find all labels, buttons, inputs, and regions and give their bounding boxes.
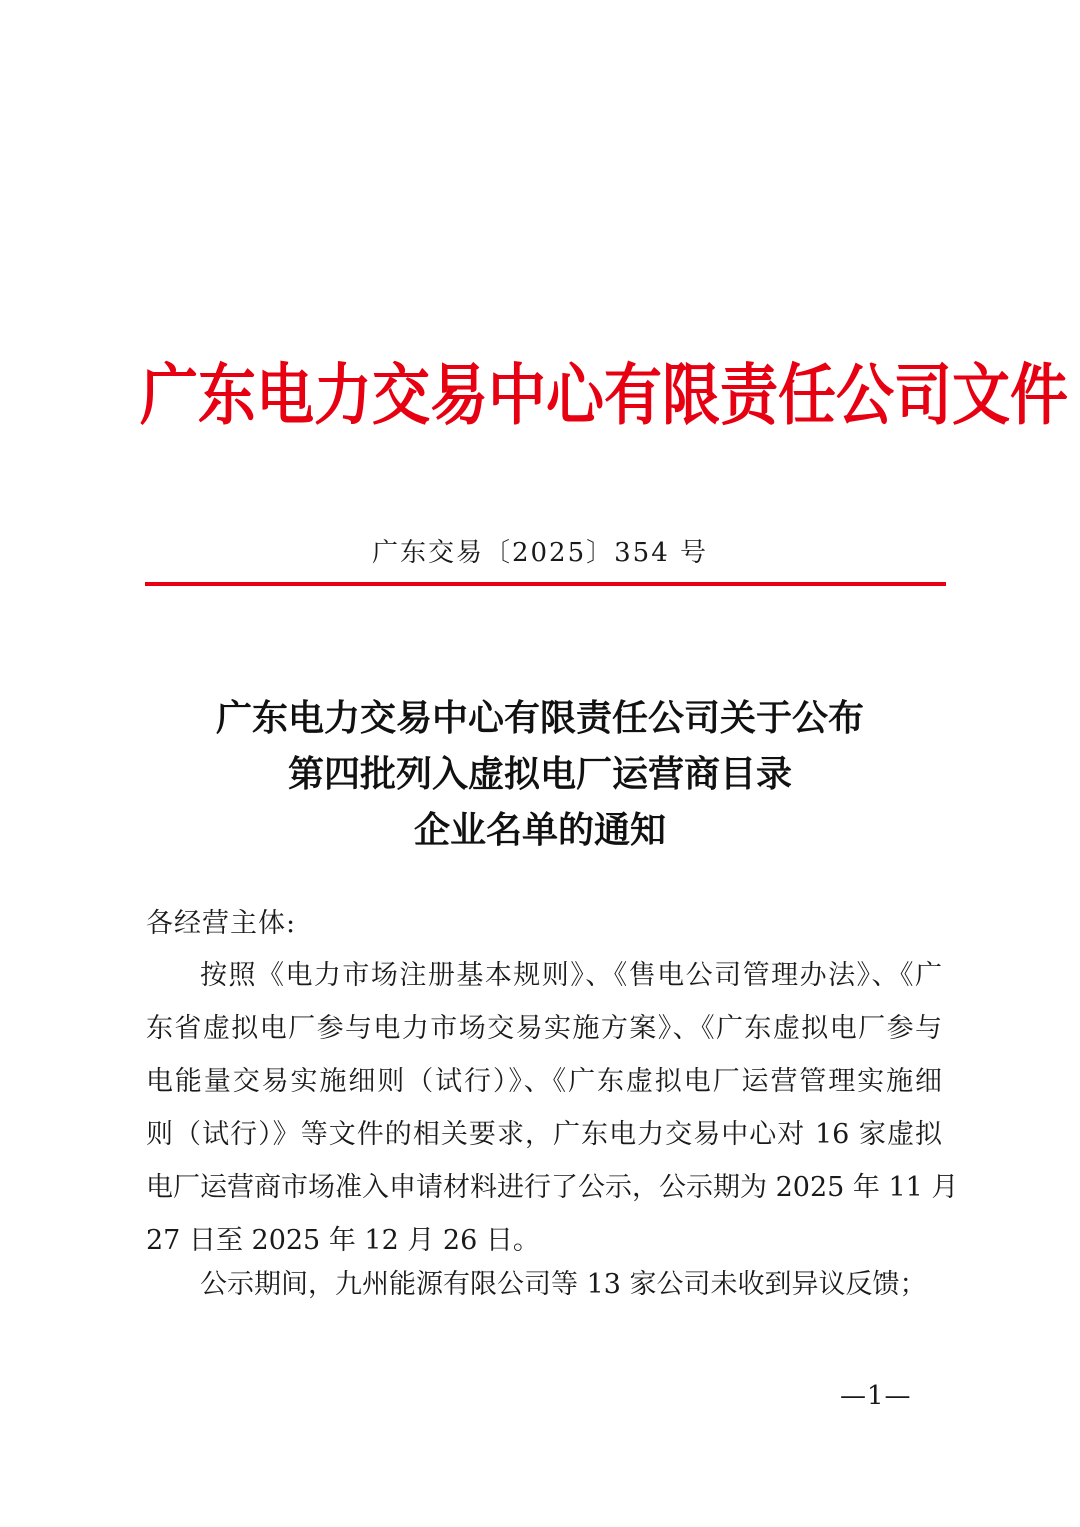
page-number: —1— [840,1381,912,1411]
body-paragraph-1 [146,949,959,1267]
paragraph-line: 按照《电力市场注册基本规则》、《售电公司管理办法》、《广 [200,960,942,991]
masthead-title: 广东电力交易中心有限责任公司文件 [140,355,1069,435]
paragraph-line: 电厂运营商市场准入申请材料进行了公示，公示期为 2025 年 11 月 [146,1172,959,1203]
paragraph-line: 则（试行）》等文件的相关要求，广东电力交易中心对 16 家虚拟 [146,1119,942,1150]
paragraph-line: 电能量交易实施细则（试行）》、《广东虚拟电厂运营管理实施细 [146,1066,942,1097]
body-paragraph-2 [146,1258,942,1311]
document-number: 广东交易〔2025〕354 号 [371,538,709,568]
paragraph-line: 公示期间，九州能源有限公司等 13 家公司未收到异议反馈； [200,1269,927,1300]
paragraph-line: 东省虚拟电厂参与电力市场交易实施方案》、《广东虚拟电厂参与 [146,1013,942,1044]
red-divider-rule [145,582,946,586]
notice-title-line: 第四批列入虚拟电厂运营商目录 [287,753,792,795]
notice-title-line: 广东电力交易中心有限责任公司关于公布 [215,697,864,739]
salutation: 各经营主体: [146,908,297,939]
notice-title-line: 企业名单的通知 [413,809,666,851]
paragraph-line: 27 日至 2025 年 12 月 26 日。 [146,1225,540,1256]
notice-title [100,690,980,858]
